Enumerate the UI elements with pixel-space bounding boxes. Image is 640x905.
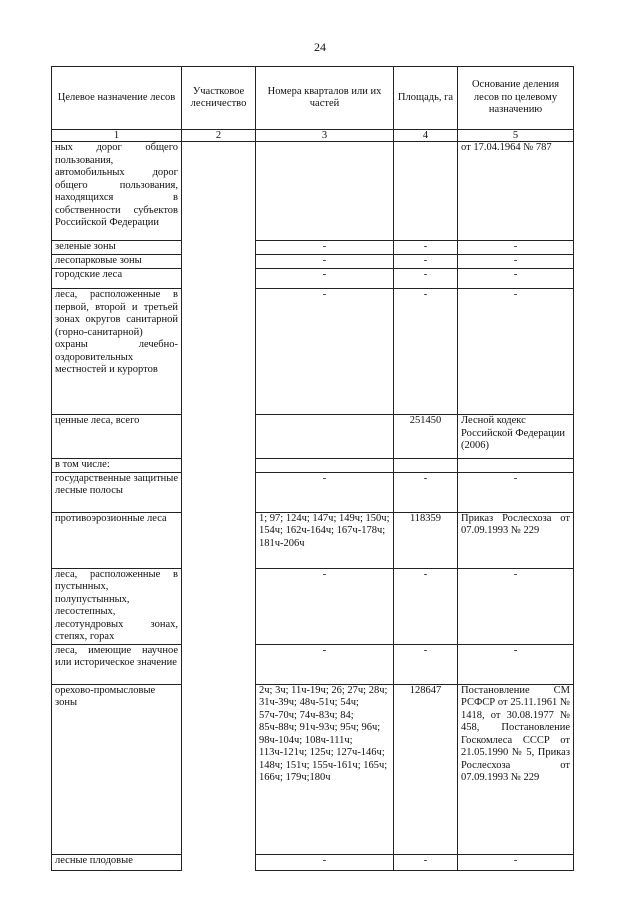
basis-cell: Приказ Рослесхоза от 07.09.1993 № 229 xyxy=(458,512,574,568)
purpose-cell: ценные леса, всего xyxy=(52,415,182,459)
basis-cell: Лесной кодекс Российской Федерации (2006) xyxy=(458,415,574,459)
purpose-cell: лесопарковые зоны xyxy=(52,255,182,269)
quarters-cell: - xyxy=(256,269,394,289)
forestry-cell xyxy=(182,459,256,473)
area-cell: - xyxy=(394,255,458,269)
table-row xyxy=(52,142,574,241)
area-cell: - xyxy=(394,289,458,415)
area-cell: - xyxy=(394,568,458,644)
purpose-cell: зеленые зоны xyxy=(52,241,182,255)
purpose-cell: государственные защитные лесные полосы xyxy=(52,472,182,512)
basis-cell: - xyxy=(458,472,574,512)
basis-cell: - xyxy=(458,854,574,870)
table-row xyxy=(52,289,574,415)
area-cell: - xyxy=(394,472,458,512)
quarters-cell: 2ч; 3ч; 11ч-19ч; 26; 27ч; 28ч; 31ч-39ч; 48ч-51ч; 54ч; 57ч-70ч; 74ч-83ч; 84; 85ч-88ч; 91ч-93ч; 95ч; 96ч; 98ч-104ч; 108ч-111ч; 113ч-121ч; 125ч; 127ч-146ч; 148ч; 151ч; 155ч-161ч; 165ч; 166ч; 179ч;180ч xyxy=(256,684,394,854)
area-cell: 128647 xyxy=(394,684,458,854)
header-forestry: Участковое лесничество xyxy=(182,67,256,130)
purpose-cell: городские леса xyxy=(52,269,182,289)
basis-cell: Постановление СМ РСФСР от 25.11.1961 № 1418, от 30.08.1977 № 458, Постановление Госкомлеса СССР от 21.05.1990 № 5, Приказ Рослесхоза от 07.09.1993 № 229 xyxy=(458,684,574,854)
column-number-row xyxy=(52,130,574,142)
quarters-cell xyxy=(256,415,394,459)
basis-cell: - xyxy=(458,255,574,269)
basis-cell: - xyxy=(458,289,574,415)
table-row xyxy=(52,854,574,870)
header-purpose: Целевое назначение лесов xyxy=(52,67,182,130)
quarters-cell: - xyxy=(256,568,394,644)
area-cell: - xyxy=(394,241,458,255)
table-row xyxy=(52,269,574,289)
header-area: Площадь, га xyxy=(394,67,458,130)
column-number: 3 xyxy=(256,130,394,142)
table-row xyxy=(52,644,574,684)
table-row xyxy=(52,241,574,255)
quarters-cell: - xyxy=(256,255,394,269)
purpose-cell: орехово-промысловые зоны xyxy=(52,684,182,854)
column-number: 1 xyxy=(52,130,182,142)
forestry-cell xyxy=(182,255,256,269)
forestry-cell xyxy=(182,142,256,241)
purpose-cell: леса, имеющие научное или историческое значение xyxy=(52,644,182,684)
area-cell: - xyxy=(394,269,458,289)
table-row xyxy=(52,415,574,459)
quarters-cell xyxy=(256,459,394,473)
purpose-cell: ных дорог общего пользования, автомобильных дорог общего пользования, находящихся в собственности субъектов Российской Федерации xyxy=(52,142,182,241)
forestry-cell xyxy=(182,512,256,568)
forestry-cell xyxy=(182,241,256,255)
purpose-cell: леса, расположенные в пустынных, полупустынных, лесостепных, лесотундровых зонах, степях, горах xyxy=(52,568,182,644)
basis-cell: - xyxy=(458,644,574,684)
quarters-cell: - xyxy=(256,241,394,255)
basis-cell: - xyxy=(458,568,574,644)
table-row xyxy=(52,684,574,854)
header-row xyxy=(52,67,574,130)
quarters-cell xyxy=(256,142,394,241)
area-cell xyxy=(394,142,458,241)
basis-cell xyxy=(458,459,574,473)
purpose-cell: леса, расположенные в первой, второй и третьей зонах округов санитарной (горно-санитарной) охраны лечебно-оздоровительных местностей и курортов xyxy=(52,289,182,415)
column-number: 2 xyxy=(182,130,256,142)
basis-cell: - xyxy=(458,269,574,289)
table-row xyxy=(52,255,574,269)
table-row xyxy=(52,512,574,568)
quarters-cell: - xyxy=(256,289,394,415)
column-number: 4 xyxy=(394,130,458,142)
header-quarters: Номера кварталов или их частей xyxy=(256,67,394,130)
purpose-cell: лесные плодовые xyxy=(52,854,182,870)
forestry-cell xyxy=(182,684,256,854)
table-row xyxy=(52,459,574,473)
purpose-cell: в том числе: xyxy=(52,459,182,473)
basis-cell: от 17.04.1964 № 787 xyxy=(458,142,574,241)
forestry-cell xyxy=(182,568,256,644)
header-basis: Основание деления лесов по целевому назначению xyxy=(458,67,574,130)
forestry-cell xyxy=(182,644,256,684)
purpose-cell: противоэрозионные леса xyxy=(52,512,182,568)
forestry-cell xyxy=(182,854,256,870)
basis-cell: - xyxy=(458,241,574,255)
area-cell: - xyxy=(394,644,458,684)
quarters-cell: - xyxy=(256,854,394,870)
area-cell xyxy=(394,459,458,473)
column-number: 5 xyxy=(458,130,574,142)
area-cell: - xyxy=(394,854,458,870)
forestry-cell xyxy=(182,472,256,512)
quarters-cell: - xyxy=(256,472,394,512)
table-row xyxy=(52,568,574,644)
area-cell: 251450 xyxy=(394,415,458,459)
table-row xyxy=(52,472,574,512)
forestry-cell xyxy=(182,415,256,459)
page-number: 24 xyxy=(314,40,326,54)
forest-purpose-table xyxy=(51,66,574,871)
forestry-cell xyxy=(182,289,256,415)
quarters-cell: - xyxy=(256,644,394,684)
quarters-cell: 1; 97; 124ч; 147ч; 149ч; 150ч; 154ч; 162ч-164ч; 167ч-178ч; 181ч-206ч xyxy=(256,512,394,568)
area-cell: 118359 xyxy=(394,512,458,568)
forestry-cell xyxy=(182,269,256,289)
